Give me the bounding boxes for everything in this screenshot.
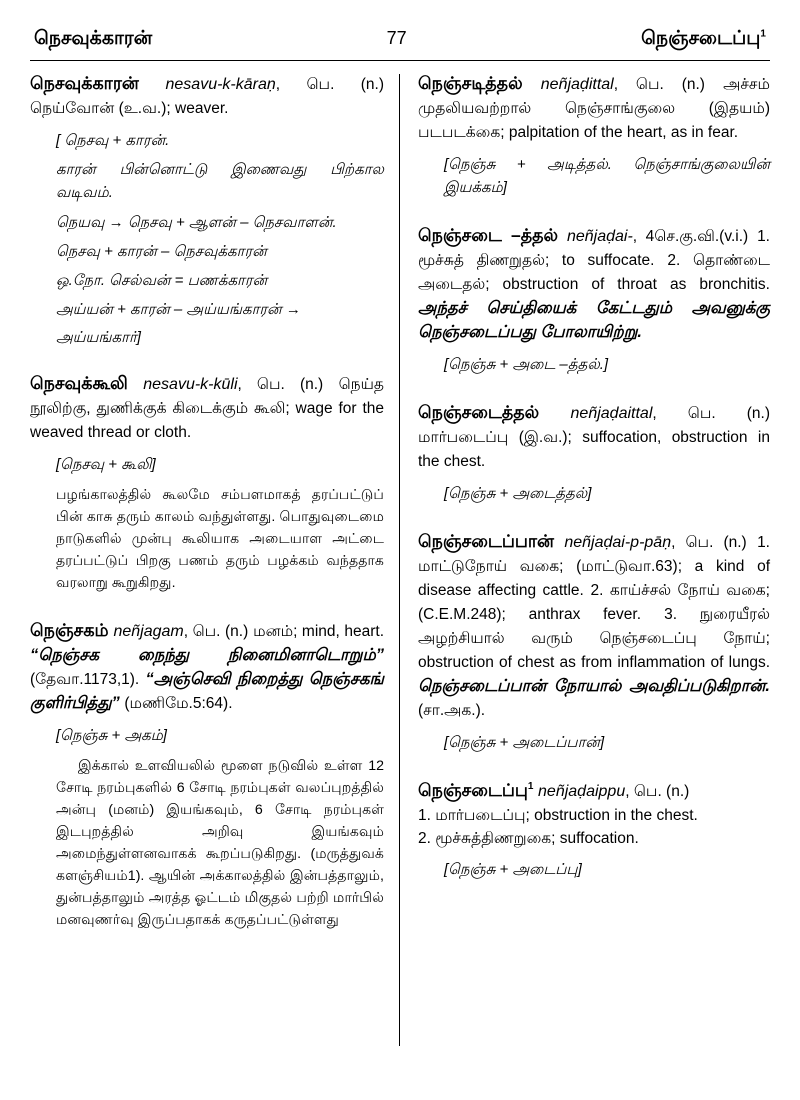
etymology-line: காரன் பின்னொட்டு இணைவது பிற்கால வடிவம். bbox=[56, 161, 384, 202]
headword-text: நெஞ்சடைப்பு bbox=[418, 779, 528, 800]
etymology-line: நெசவு + காரன் – நெசவுக்காரன் bbox=[56, 242, 267, 260]
right-column bbox=[400, 71, 770, 1036]
part-of-speech: , பெ. (n.) bbox=[183, 622, 249, 640]
header-left-guideword: நெசவுக்காரன் bbox=[34, 28, 153, 49]
transliteration: nesavu-k-kūli bbox=[143, 375, 238, 393]
part-of-speech: , பெ. (n.) bbox=[625, 782, 690, 800]
entry-nenjagam bbox=[30, 618, 384, 931]
definition: நெய்வோன் (உ.வ.); weaver. bbox=[30, 99, 229, 117]
citation-reference: (மணிமே.5:64). bbox=[124, 694, 233, 712]
transliteration: neñjaḍai-p-pāṇ bbox=[564, 534, 672, 552]
transliteration: neñjaḍaittal bbox=[570, 405, 653, 423]
citation-quote: “அஞ்செவி நிறைத்து நெஞ்சகங் குளிர்பித்து” bbox=[30, 669, 384, 712]
headword: நெஞ்சடித்தல் bbox=[418, 73, 523, 93]
usage-note: பழங்காலத்தில் கூலமே சம்பளமாகத் தரப்பட்டுப் பின் காசு தரும் காலம் வந்துள்ளது. பொதுவுடைமை நாடுகளில் முன்பு கூலியாக அடையாள அட்டை தரப்பட்டுப் பிறகு பணம் தரும் பழக்கம் வந்ததாக வரலாறு கூறுகிறது. bbox=[56, 486, 384, 591]
entry-nenjadittal bbox=[418, 71, 770, 199]
part-of-speech: , பெ. (n.) bbox=[671, 534, 747, 552]
citation-reference: (தேவா.1173,1). bbox=[30, 670, 140, 688]
columns-container bbox=[30, 71, 770, 1036]
header-right-superscript: 1 bbox=[760, 28, 766, 40]
sense-1: 1. மூச்சுத் திணறுதல்; to suffocate. bbox=[418, 228, 770, 270]
entry-headline bbox=[418, 529, 770, 722]
etymology-line: நெயவு → நெசவு + ஆளன் – நெசவாளன். bbox=[56, 213, 337, 231]
etymology-line: ஒ.நோ. செல்வன் = பணக்காரன் bbox=[56, 272, 268, 290]
left-column bbox=[30, 71, 400, 1036]
entry-nesavukkuli bbox=[30, 371, 384, 594]
entry-nenjadai-ttal bbox=[418, 223, 770, 376]
page-header bbox=[30, 28, 770, 58]
etymology-block: [நெஞ்சு + அடைத்தல்] bbox=[444, 484, 592, 502]
sense-1: 1. மார்படைப்பு; obstruction in the chest. bbox=[418, 806, 698, 824]
entry-headline bbox=[418, 71, 770, 145]
etymology-line: அய்யங்கார்] bbox=[56, 328, 141, 346]
entry-nesavukkaran bbox=[30, 71, 384, 349]
etymology-block: [நெஞ்சு + அடைப்பான்] bbox=[444, 733, 605, 751]
etymology-block bbox=[56, 129, 384, 349]
transliteration: neñjagam bbox=[113, 622, 184, 640]
example-sentence: நெஞ்சடைப்பான் நோயால் அவதிப்படுகிறான். bbox=[418, 676, 770, 695]
sense-1: 1. மாட்டுநோய் வகை; (மாட்டுவா.63); a kind of disease affecting cattle. bbox=[418, 534, 770, 599]
header-right-guideword bbox=[641, 28, 766, 52]
transliteration: nesavu-k-kāraṇ bbox=[165, 76, 276, 93]
etymology-block: [நெஞ்சு + அடை –த்தல்.] bbox=[444, 355, 609, 373]
etymology-block: [நெஞ்சு + அடித்தல். நெஞ்சாங்குலையின் இயக்கம்] bbox=[444, 155, 770, 197]
etymology-block: [நெஞ்சு + அடைப்பு] bbox=[444, 861, 582, 879]
sense-2: 2. காய்ச்சல் நோய் வகை; (C.E.M.248); anthrax fever. bbox=[418, 581, 770, 623]
header-rule bbox=[30, 60, 770, 61]
headword: நெசவுக்கூலி bbox=[30, 372, 128, 393]
header-right-text: நெஞ்சடைப்பு bbox=[641, 28, 761, 49]
headword: நெஞ்சடைத்தல் bbox=[418, 402, 540, 423]
part-of-speech: , 4செ.கு.வி.(v.i.) bbox=[632, 228, 749, 246]
example-sentence: அந்தச் செய்தியைக் கேட்டதும் அவனுக்கு நெஞ்சடைப்பது போலாயிற்று. bbox=[418, 299, 770, 341]
entry-headline bbox=[30, 71, 384, 121]
definition: நெய்த நூலிற்கு, துணிக்குக் கிடைக்கும் கூலி; wage for the weaved thread or cloth. bbox=[30, 375, 384, 441]
etymology-block: [நெசவு + கூலி] bbox=[56, 455, 156, 473]
entry-nenjadaippan bbox=[418, 529, 770, 754]
entry-headline bbox=[30, 618, 384, 716]
usage-note: இக்கால் உளவியலில் மூளை நடுவில் உள்ள 12 சோடி நரம்புகளில் 6 சோடி நரம்புகள் வலப்புறத்தில் அன்பு (மனம்) இயங்கவும், 6 சோடி நரம்புகள் இடபுறத்தில் அறிவு இயங்கவும் அமைந்துள்ளனவாகக் கூறப்படுகிறது. (மருத்துவக் களஞ்சியம்1). ஆயின் அக்காலத்தில் இன்பத்தாலும், துன்பத்தாலும் அரத்த ஓட்டம் மிகுதல் பற்றி மார்பில் மனவுணர்வு இருப்பதாகக் கருதப்பட்டுள்ளது bbox=[56, 757, 384, 928]
transliteration: neñjaḍai- bbox=[566, 228, 633, 246]
definition: மனம்; mind, heart. bbox=[253, 622, 385, 640]
page-number: 77 bbox=[386, 28, 407, 48]
entry-headline bbox=[30, 371, 384, 445]
etymology-line: [ நெசவு + காரன். bbox=[56, 131, 170, 149]
definition: அச்சம் முதலியவற்றால் நெஞ்சாங்குலை (இதயம்) படபடக்கை; palpitation of the heart, as in fear. bbox=[418, 76, 770, 141]
sense-2: 2. தொண்டை அடைதல்; obstruction of throat as bronchitis. bbox=[418, 252, 770, 294]
transliteration: neñjaḍittal bbox=[540, 76, 614, 93]
headword: நெஞ்சடை –த்தல் bbox=[418, 225, 559, 246]
headword: நெசவுக்காரன் bbox=[30, 73, 139, 93]
sense-3: 3. நுரையீரல் அழற்சியால் வரும் நெஞ்சடைப்பு நோய்; obstruction of chest as from inflammation of lungs. bbox=[418, 605, 771, 671]
definition: மார்படைப்பு (இ.வ.); suffocation, obstruction in the chest. bbox=[418, 429, 770, 470]
part-of-speech: , பெ. (n.) bbox=[613, 76, 705, 93]
headword: நெஞ்சடைப்பான் bbox=[418, 531, 554, 552]
example-reference: (சா.அக.). bbox=[418, 701, 486, 719]
entry-nenjadaittal bbox=[418, 400, 770, 505]
part-of-speech: , பெ. (n.) bbox=[275, 76, 385, 93]
part-of-speech: , பெ. (n.) bbox=[652, 405, 771, 423]
entry-headline bbox=[418, 223, 770, 345]
etymology-block: [நெஞ்சு + அகம்] bbox=[56, 726, 167, 744]
entry-nenjadaippu bbox=[418, 778, 770, 882]
headword bbox=[418, 780, 533, 800]
etymology-line: அய்யன் + காரன் – அய்யங்காரன் → bbox=[56, 301, 301, 319]
citation-quote: “நெஞ்சக நைந்து நினைமினாடொறும்” bbox=[30, 645, 384, 664]
part-of-speech: , பெ. (n.) bbox=[237, 375, 324, 393]
headword: நெஞ்சகம் bbox=[30, 619, 109, 640]
sense-2: 2. மூச்சுத்திணறுகை; suffocation. bbox=[418, 829, 639, 847]
entry-headline bbox=[418, 778, 770, 804]
transliteration: neñjaḍaippu bbox=[538, 782, 626, 800]
headword-superscript: 1 bbox=[527, 780, 534, 792]
entry-headline bbox=[418, 400, 770, 474]
